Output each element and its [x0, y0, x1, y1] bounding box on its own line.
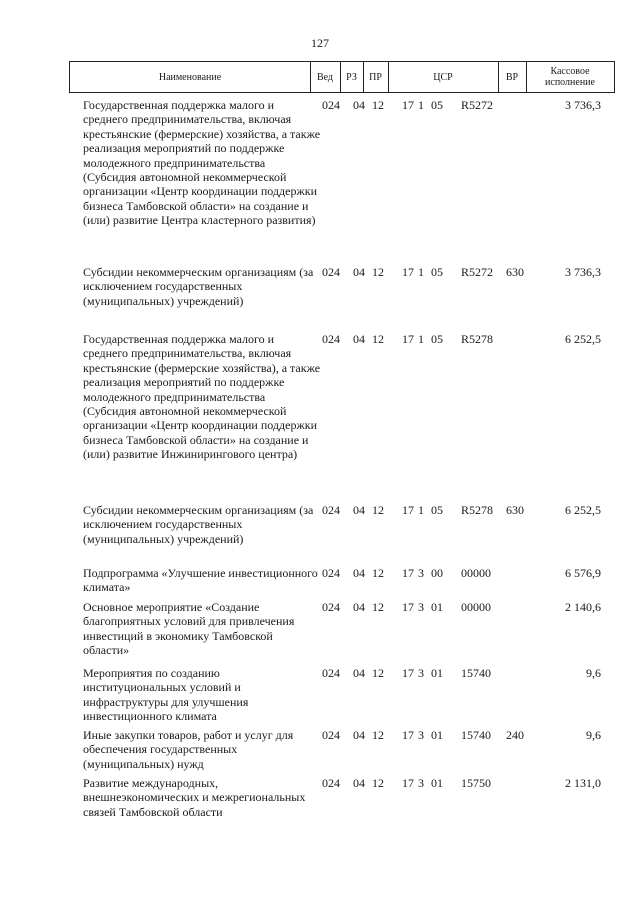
rz-value: 04: [353, 265, 365, 279]
rz-value: 04: [353, 776, 365, 790]
csr-subprogram: 1: [418, 265, 424, 279]
table-header: [69, 61, 615, 93]
csr-event: 05: [431, 265, 443, 279]
header-rz: РЗ: [340, 62, 364, 92]
csr-program: 17: [402, 332, 414, 346]
amount-value: 6 252,5: [565, 503, 601, 517]
pr-value: 12: [372, 265, 384, 279]
row-name: Подпрограмма «Улучшение инвестиционного климата»: [83, 566, 318, 595]
pr-value: 12: [372, 600, 384, 614]
csr-subprogram: 3: [418, 666, 424, 680]
csr-program: 17: [402, 566, 414, 580]
csr-direction: 15740: [461, 728, 491, 742]
header-vr: ВР: [498, 62, 527, 92]
row-name: Субсидии некоммерческим организациям (за исключением государственных (муниципальных) учреждений): [83, 265, 314, 308]
amount-value: 9,6: [586, 666, 601, 680]
ved-value: 024: [322, 728, 340, 742]
rz-value: 04: [353, 666, 365, 680]
vr-value: 240: [506, 728, 524, 742]
ved-value: 024: [322, 776, 340, 790]
ved-value: 024: [322, 566, 340, 580]
ved-value: 024: [322, 600, 340, 614]
amount-value: 6 576,9: [565, 566, 601, 580]
pr-value: 12: [372, 98, 384, 112]
rz-value: 04: [353, 503, 365, 517]
csr-event: 01: [431, 776, 443, 790]
csr-subprogram: 1: [418, 503, 424, 517]
rz-value: 04: [353, 728, 365, 742]
csr-program: 17: [402, 776, 414, 790]
row-name: Государственная поддержка малого и среднего предпринимательства, включая крестьянские (фермерские) хозяйства, а также реализация мероприятий по поддержке молодежного предпринимательства (Субсидия автономной некоммерческой организации «Центр координации поддержки бизнеса Тамбовской области» на создание и (или) развитие Центра кластерного развития): [83, 98, 321, 228]
row-name: Основное мероприятие «Создание благоприятных условий для привлечения инвестиций в экономику Тамбовской области»: [83, 600, 295, 658]
csr-direction: 15740: [461, 666, 491, 680]
csr-subprogram: 1: [418, 332, 424, 346]
csr-direction: 15750: [461, 776, 491, 790]
csr-program: 17: [402, 98, 414, 112]
pr-value: 12: [372, 566, 384, 580]
rz-value: 04: [353, 332, 365, 346]
csr-event: 05: [431, 98, 443, 112]
amount-value: 2 131,0: [565, 776, 601, 790]
row-name: Иные закупки товаров, работ и услуг для обеспечения государственных (муниципальных) нужд: [83, 728, 294, 771]
csr-program: 17: [402, 666, 414, 680]
amount-value: 6 252,5: [565, 332, 601, 346]
csr-subprogram: 3: [418, 728, 424, 742]
csr-event: 01: [431, 600, 443, 614]
amount-value: 9,6: [586, 728, 601, 742]
header-name: Наименование: [70, 62, 311, 92]
row-name: Мероприятия по созданию институциональных условий и инфраструктуры для улучшения инвестиционного климата: [83, 666, 249, 724]
pr-value: 12: [372, 666, 384, 680]
amount-value: 3 736,3: [565, 98, 601, 112]
csr-program: 17: [402, 728, 414, 742]
row-name: Развитие международных, внешнеэкономических и межрегиональных связей Тамбовской области: [83, 776, 306, 819]
csr-direction: R5278: [461, 503, 494, 517]
csr-direction: 00000: [461, 566, 491, 580]
pr-value: 12: [372, 332, 384, 346]
rz-value: 04: [353, 98, 365, 112]
csr-program: 17: [402, 600, 414, 614]
csr-subprogram: 3: [418, 776, 424, 790]
ved-value: 024: [322, 666, 340, 680]
rz-value: 04: [353, 600, 365, 614]
csr-program: 17: [402, 265, 414, 279]
ved-value: 024: [322, 503, 340, 517]
csr-event: 05: [431, 332, 443, 346]
csr-direction: 00000: [461, 600, 491, 614]
row-name: Субсидии некоммерческим организациям (за исключением государственных (муниципальных) учреждений): [83, 503, 314, 546]
csr-event: 00: [431, 566, 443, 580]
pr-value: 12: [372, 728, 384, 742]
csr-event: 01: [431, 728, 443, 742]
header-pr: ПР: [363, 62, 389, 92]
csr-program: 17: [402, 503, 414, 517]
csr-direction: R5272: [461, 265, 494, 279]
header-ved: Вед: [310, 62, 341, 92]
row-name: Государственная поддержка малого и среднего предпринимательства, включая крестьянские (фермерские хозяйства), а также реализация мероприятий по поддержке молодежного предпринимательства (Субсидия автономной некоммерческой организации «Центр координации поддержки бизнеса Тамбовской области» на создание и (или) развитие Инжинирингового центра): [83, 332, 321, 462]
vr-value: 630: [506, 503, 524, 517]
pr-value: 12: [372, 776, 384, 790]
header-csr: ЦСР: [388, 62, 499, 92]
page-number: 127: [311, 36, 329, 50]
ved-value: 024: [322, 265, 340, 279]
csr-event: 01: [431, 666, 443, 680]
csr-event: 05: [431, 503, 443, 517]
ved-value: 024: [322, 332, 340, 346]
header-kassovoe: Кассовое исполнение: [545, 66, 595, 88]
csr-direction: R5272: [461, 98, 494, 112]
ved-value: 024: [322, 98, 340, 112]
csr-subprogram: 3: [418, 600, 424, 614]
amount-value: 2 140,6: [565, 600, 601, 614]
csr-subprogram: 3: [418, 566, 424, 580]
vr-value: 630: [506, 265, 524, 279]
pr-value: 12: [372, 503, 384, 517]
csr-subprogram: 1: [418, 98, 424, 112]
amount-value: 3 736,3: [565, 265, 601, 279]
csr-direction: R5278: [461, 332, 494, 346]
rz-value: 04: [353, 566, 365, 580]
